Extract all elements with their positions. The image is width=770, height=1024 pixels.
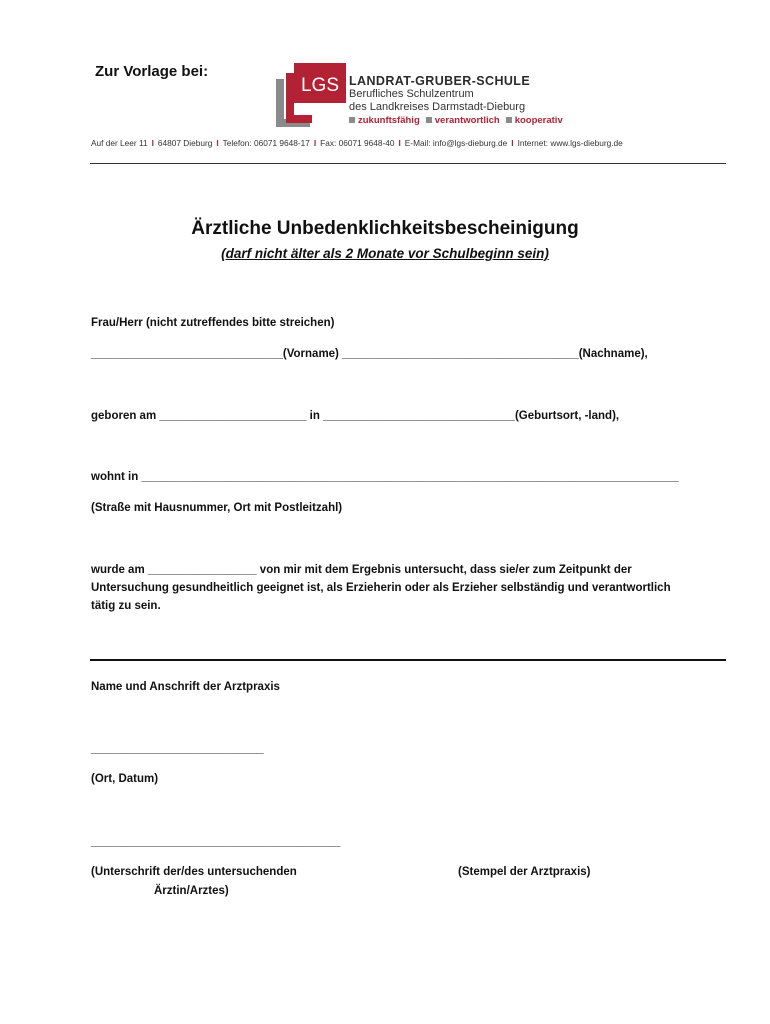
motto-item: kooperativ [506, 115, 563, 126]
school-name: LANDRAT-GRUBER-SCHULE [349, 74, 531, 88]
salutation: Frau/Herr (nicht zutreffendes bitte streichen) [91, 317, 335, 329]
address-hint: (Straße mit Hausnummer, Ort mit Postleitzahl) [91, 502, 343, 514]
contact-line: Auf der Leer 11 I 64807 Dieburg I Telefon: 06071 9648-17 I Fax: 06071 9648-40 I E-Mail: info@lgs-dieburg.de I Internet: www.lgs-dieburg.de [91, 138, 623, 148]
address-line[interactable]: wohnt in ____________________________________________________________________________________ [91, 471, 679, 483]
logo-text: LGS [300, 75, 340, 96]
phone: Telefon: 06071 9648-17 [222, 138, 310, 148]
exam-line-3: tätig zu sein. [91, 600, 161, 612]
address-city: 64807 Dieburg [157, 138, 213, 148]
name-line[interactable]: ______________________________(Vorname) _____________________________________(Nachname), [91, 348, 648, 360]
logo-red-foot [286, 115, 312, 123]
practice-label: Name und Anschrift der Arztpraxis [91, 681, 280, 693]
school-subtitle-1: Berufliches Schulzentrum [349, 88, 474, 100]
stamp-label: (Stempel der Arztpraxis) [458, 866, 591, 878]
document-title: Ärztliche Unbedenklichkeitsbescheinigung [191, 218, 579, 239]
school-logo [276, 63, 346, 127]
header-divider [90, 163, 726, 164]
birth-line[interactable]: geboren am _______________________ in ______________________________(Geburtsort, -land), [91, 410, 620, 422]
motto-item: verantwortlich [426, 115, 500, 126]
email: E-Mail: info@lgs-dieburg.de [404, 138, 508, 148]
document-subtitle: (darf nicht älter als 2 Monate vor Schulbeginn sein) [221, 246, 549, 261]
submit-to-label: Zur Vorlage bei: [95, 63, 209, 80]
website: Internet: www.lgs-dieburg.de [517, 138, 623, 148]
date-field[interactable]: ___________________________ [91, 743, 264, 755]
signature-field[interactable]: _______________________________________ [91, 836, 341, 848]
address-street: Auf der Leer 11 [91, 138, 148, 148]
date-label: (Ort, Datum) [91, 773, 159, 785]
motto-item: zukunftsfähig [349, 115, 420, 126]
signature-label: (Unterschrift der/des untersuchenden [91, 866, 297, 878]
section-divider [90, 659, 726, 661]
exam-line-2: Untersuchung gesundheitlich geeignet ist, als Erzieherin oder als Erzieher selbständig und verantwortlich [91, 582, 671, 594]
school-subtitle-2: des Landkreises Darmstadt-Dieburg [349, 101, 526, 113]
school-motto [349, 115, 563, 126]
signature-label-2: Ärztin/Arztes) [154, 885, 229, 897]
fax: Fax: 06071 9648-40 [320, 138, 395, 148]
exam-line-1[interactable]: wurde am _________________ von mir mit dem Ergebnis untersucht, dass sie/er zum Zeitpunkt der [91, 564, 632, 576]
